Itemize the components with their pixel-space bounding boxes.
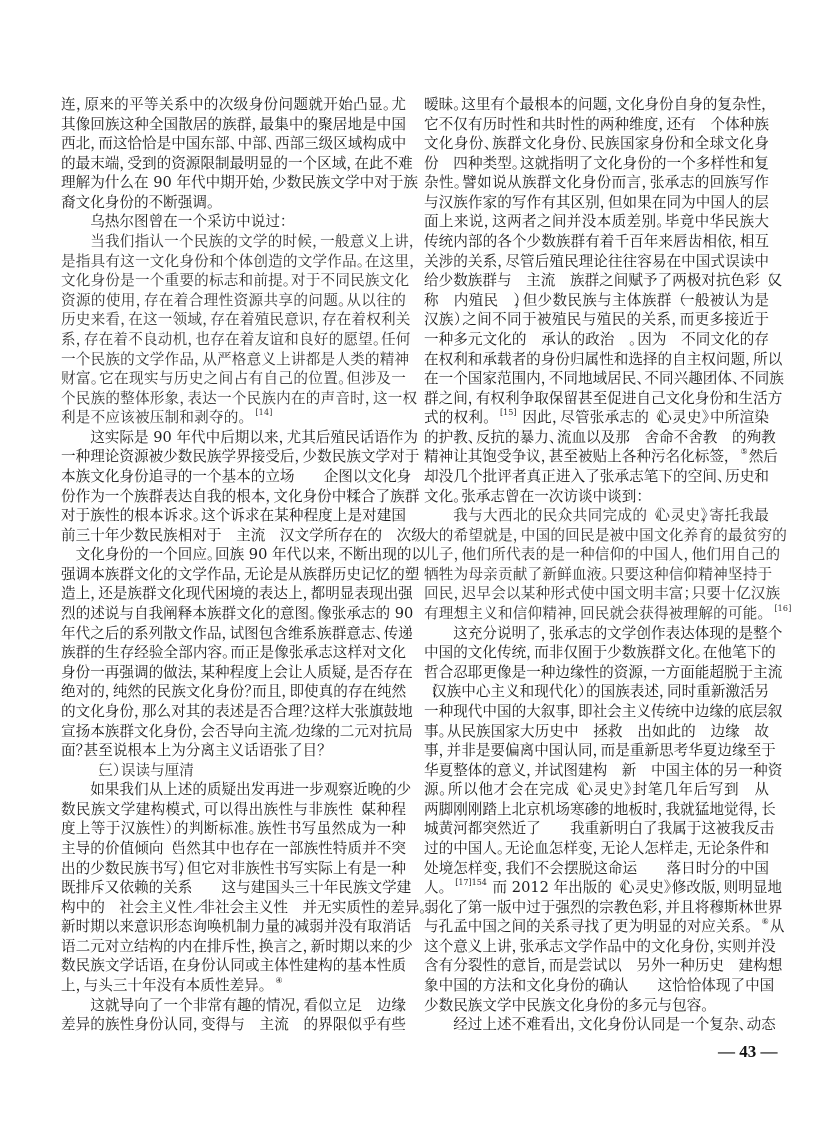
- quote-line: [61, 350, 410, 370]
- text-line: [424, 350, 783, 370]
- quote-line: [61, 389, 418, 409]
- line-text: 历史来看，在这一领域，存在着殖民意识，存在着权利关: [61, 311, 411, 329]
- text-line: [424, 408, 769, 428]
- text-line: [61, 956, 406, 976]
- text-line: [424, 193, 769, 213]
- quote-line: [61, 330, 411, 350]
- line-text: 弱化了第一版中过于强烈的宗教色彩，并且将穆斯林世界: [424, 898, 783, 916]
- footnote-reference: ⑤: [740, 447, 748, 457]
- line-text: 杂性。譬如说从族群文化身份而言，张承志的回族写作: [424, 174, 769, 192]
- line-text: 却没几个批评者真正进入了张承志笔下的空间、历史和: [424, 467, 769, 485]
- quote-line: [424, 526, 788, 546]
- text-line: [424, 859, 769, 879]
- line-text: 系，存在着不良动机，也存在着友谊和良好的愿望。任何: [61, 330, 411, 348]
- line-text: 哲合忍耶更像是一种边缘性的资源，一方面能超脱于主流: [424, 663, 783, 681]
- line-text: 一种理论资源被少数民族学界接受后，少数民族文学对于: [61, 448, 420, 466]
- text-line: [424, 741, 776, 761]
- line-text: 造上，还是族群文化现代困境的表达上，都明显表现出强: [61, 585, 413, 603]
- line-text: 汉族）之间不同于被殖民与殖民的关系，而更多接近于: [424, 311, 769, 329]
- text-line: [61, 996, 406, 1016]
- line-text: 少数民族文学中民族文化身份的多元与包容。: [424, 996, 716, 1014]
- line-text: 面？甚至说根本上为分离主义话语张了目？: [61, 742, 332, 760]
- line-text: 大的希望就是，中国的回民是被中国文化养育的最贫穷的: [424, 526, 788, 544]
- line-text: 牺牲为母亲贡献了新鲜血液。只要这种信仰精神坚持于: [424, 565, 773, 583]
- quote-line: [61, 408, 406, 428]
- text-line: [424, 232, 769, 252]
- line-text: 面上来说，这两者之间并没本质差别。毕竟中华民族大: [424, 213, 769, 231]
- footnote-reference: [15]: [500, 408, 517, 418]
- text-line: [61, 447, 420, 467]
- text-line: [61, 663, 413, 683]
- text-line: [424, 134, 769, 154]
- line-text: 然后: [748, 448, 778, 466]
- text-line: [61, 643, 406, 663]
- text-line: [424, 643, 776, 663]
- text-line: [61, 937, 413, 957]
- text-line: [61, 134, 406, 154]
- text-line: [61, 467, 412, 487]
- text-line: [424, 663, 783, 683]
- quote-line: [61, 232, 424, 252]
- text-line: [424, 428, 776, 448]
- text-line: [61, 702, 413, 722]
- quote-line: [61, 369, 406, 389]
- text-line: [424, 369, 784, 389]
- line-text: 文化身份的一个回应。回族 90 年代以来，不断出现的以: [61, 546, 427, 564]
- text-line: [424, 937, 776, 957]
- line-text: 事。从民族国家大历史中 拯救 出如此的 边缘 故: [424, 722, 769, 740]
- quote-line: [424, 604, 792, 624]
- text-line: [61, 526, 426, 546]
- text-line: [424, 761, 783, 781]
- text-line: [61, 487, 420, 507]
- line-text: 这就导向了一个非常有趣的情况，看似立足 边缘: [90, 996, 406, 1014]
- line-text: 文化身份是一个重要的标志和前提。对于不同民族文化: [61, 272, 410, 290]
- text-line: [61, 193, 406, 213]
- text-line: [424, 682, 769, 702]
- text-line: [61, 819, 406, 839]
- text-line: [61, 839, 406, 859]
- line-text: 乌热尔图曾在一个采访中说过：: [90, 213, 295, 231]
- line-text: 儿子，他们所代表的是一种信仰的中国人，他们用自己的: [424, 546, 781, 564]
- text-line: [61, 878, 412, 898]
- text-line: [424, 898, 783, 918]
- quote-line: [61, 291, 406, 311]
- quote-line: [424, 545, 781, 565]
- line-text: 出的少数民族书写），但它对非族性书写实际上有是一种: [61, 859, 406, 877]
- text-line: [61, 917, 412, 937]
- line-text: 因此，尽管张承志的《心灵史》中所渲染: [517, 409, 769, 427]
- text-line: [424, 330, 769, 350]
- text-line: [424, 917, 785, 937]
- left-column: [61, 95, 434, 1035]
- line-text: 西北，而这恰恰是中国东部、中部、西部三级区域构成中: [61, 135, 407, 153]
- text-line: [61, 545, 427, 565]
- text-line: [424, 252, 769, 272]
- section-heading: [61, 761, 406, 781]
- text-line: [424, 624, 783, 644]
- line-text: 对于族性的根本诉求。这个诉求在某种程度上是对建国: [61, 507, 406, 525]
- line-text: 这实际是 90 年代中后期以来，尤其后殖民话语作为: [90, 428, 418, 446]
- line-text: 绝对的，纯然的民族文化身份？而且，即使真的存在纯然: [61, 683, 407, 701]
- text-line: [61, 584, 413, 604]
- line-text: 烈的述说与自我阐释本族群文化的意图。像张承志的 90: [61, 605, 414, 623]
- text-line: [61, 800, 406, 820]
- line-text: 如果我们从上述的质疑出发再进一步观察近晚的少: [90, 781, 412, 799]
- footnote-reference: [16]: [774, 604, 792, 614]
- line-text: 裔文化身份的不断强调。: [61, 193, 222, 211]
- line-text: 族群的生存经验全部内容。而正是像张承志这样对文化: [61, 644, 406, 662]
- text-line: [424, 173, 769, 193]
- line-text: 象中国的方法和文化身份的确认 这恰恰体现了中国: [424, 977, 775, 995]
- line-text: 过的中国人。无论血怎样变，无论人怎样走，无论条件和: [424, 839, 770, 857]
- line-text: 前三十年少数民族相对于 主流 汉文学所存在的 次级: [61, 526, 426, 544]
- text-line: [61, 506, 406, 526]
- line-text: 利是不应该被压制和剥夺的。: [61, 409, 254, 427]
- line-text: 宣扬本族群文化身份，会否导向主流／边缘的二元对抗局: [61, 722, 413, 740]
- text-line: [424, 819, 775, 839]
- text-line: [61, 154, 413, 174]
- quote-line: [61, 310, 411, 330]
- line-text: 一种现代中国的大叙事，即社会主义传统中边缘的底层叙: [424, 702, 783, 720]
- line-text: 处境怎样变，我们不会摆脱这命运 落日时分的中国: [424, 859, 769, 877]
- text-line: [61, 741, 406, 761]
- line-text: 传统内部的各个少数族群有着千百年来唇齿相依，相互: [424, 233, 769, 251]
- line-text: 数民族文学话语，在身份认同或主体性建构的基本性质: [61, 957, 406, 975]
- line-text: 精神让其饱受争议，甚至被贴上各种污名化标签，: [424, 448, 739, 466]
- text-line: [424, 878, 783, 898]
- text-line: [424, 1015, 776, 1035]
- line-text: 度上等于汉族性）的判断标准。族性书写虽然成为一种: [61, 820, 406, 838]
- line-text: 华夏整体的意义，并试图建构 新 中国主体的另一种资: [424, 761, 783, 779]
- page-number: — 43 —: [718, 1042, 778, 1061]
- line-text: （三）误读与厘清: [90, 761, 194, 779]
- line-text: 身份一再强调的做法，某种程度上会让人质疑，是否存在: [61, 663, 413, 681]
- text-line: [61, 95, 406, 115]
- text-line: [61, 859, 406, 879]
- line-text: 与汉族作家的写作有其区别，但如果在同为中国人的层: [424, 193, 769, 211]
- line-text: 资源的使用，存在着合理性资源共享的问题。从以往的: [61, 291, 406, 309]
- text-line: [424, 487, 769, 507]
- footnote-reference: ④: [275, 976, 283, 986]
- line-text: 这充分说明了，张承志的文学创作表达体现的是整个: [453, 624, 783, 642]
- text-line: [424, 839, 769, 859]
- line-text: 而 2012 年出版的《心灵史》修改版，则明显地: [487, 879, 783, 897]
- line-text: 中国的文化传统，而非仅囿于少数族群文化。在他笔下的: [424, 644, 776, 662]
- line-text: 有理想主义和信仰精神，回民就会获得被理解的可能。: [424, 605, 773, 623]
- line-text: 数民族文学建构模式，可以得出族性与非族性（某种程: [61, 800, 406, 818]
- line-text: 新时期以来意识形态询唤机制力量的减弱并没有取消话: [61, 918, 412, 936]
- line-text: 连，原来的平等关系中的次级身份问题就开始凸显。尤: [61, 96, 406, 113]
- text-line: [424, 389, 783, 409]
- quote-line: [424, 584, 781, 604]
- line-text: 这个意义上讲，张承志文学作品中的文化身份，实则并没: [424, 937, 776, 955]
- line-text: 语二元对立结构的内在排斥性，换言之，新时期以来的少: [61, 937, 413, 955]
- text-line: [424, 996, 769, 1016]
- line-text: 两脚刚刚踏上北京机场寒碜的地板时，我就猛地觉得，长: [424, 800, 776, 818]
- line-text: 人。: [424, 879, 454, 897]
- text-line: [61, 1015, 406, 1035]
- text-line: [424, 212, 769, 232]
- line-text: 理解为什么在 90 年代中期开始，少数民族文学中对于族: [61, 174, 418, 192]
- line-text: 回民，迟早会以某种形式使中国文明丰富；只要十亿汉族: [424, 585, 781, 603]
- line-text: 式的权利。: [424, 409, 499, 427]
- line-text: 关涉的关系，尽管后殖民理论往往容易在中国式误读中: [424, 252, 769, 270]
- text-line: [424, 291, 769, 311]
- footnote-reference: [17]154: [455, 878, 487, 888]
- line-text: 其像回族这种全国散居的族群，最集中的聚居地是中国: [61, 115, 406, 133]
- text-line: [61, 173, 418, 193]
- text-line: [424, 976, 775, 996]
- line-text: 的文化身份，那么对其的表述是否合理？这样大张旗鼓地: [61, 702, 413, 720]
- line-text: 事，并非是要偏离中国认同，而是重新思考华夏边缘至于: [424, 742, 776, 760]
- line-text: 年代之后的系列散文作品，试图包含维系族群意志、传递: [61, 624, 413, 642]
- text-line: [61, 682, 406, 702]
- line-text: 我与大西北的民众共同完成的《心灵史》，寄托我最: [453, 507, 769, 525]
- line-text: 当我们指认一个民族的文学的时候，一般意义上讲，: [90, 233, 424, 251]
- text-line: [424, 467, 769, 487]
- text-line: [424, 310, 769, 330]
- line-text: 暧昧。这里有个最根本的问题，文化身份自身的复杂性，: [424, 96, 776, 113]
- quote-line: [424, 506, 769, 526]
- text-line: [61, 722, 413, 742]
- text-line: [61, 604, 414, 624]
- quote-line: [61, 271, 410, 291]
- line-text: 上，与头三十年没有本质性差异。: [61, 977, 274, 995]
- line-text: 既排斥又依赖的关系 这与建国头三十年民族文学建: [61, 879, 412, 897]
- text-line: [424, 95, 776, 115]
- text-line: [61, 780, 412, 800]
- text-line: [61, 428, 418, 448]
- line-text: 强调本族群文化的文学作品，无论是从族群历史记忆的塑: [61, 565, 420, 583]
- line-text: 份作为一个族群表达自我的根本，文化身份中糅合了族群: [61, 487, 420, 505]
- right-column: [424, 95, 792, 1035]
- line-text: 是指具有这一文化身份和个体创造的文学作品。在这里，: [61, 252, 425, 270]
- text-line: [61, 565, 420, 585]
- text-line: [424, 956, 783, 976]
- footnote-reference: [14]: [255, 408, 273, 418]
- line-text: 本族文化身份追寻的一个基本的立场 企图以文化身: [61, 467, 412, 485]
- text-line: [424, 115, 769, 135]
- line-text: 给少数族群与 主流 族群之间赋予了两极对抗色彩（又: [424, 272, 783, 290]
- line-text: 含有分裂性的意旨，而是尝试以 另外一种历史 建构想: [424, 957, 783, 975]
- line-text: 个民族的整体形象，表达一个民族内在的声音时，这一权: [61, 389, 418, 407]
- text-line: [424, 722, 769, 742]
- line-text: 文化身份、族群文化身份、民族国家身份和全球文化身: [424, 135, 769, 153]
- line-text: 份 四种类型。这就指明了文化身份的一个多样性和复: [424, 154, 769, 172]
- text-line: [61, 115, 406, 135]
- quote-line: [61, 252, 425, 272]
- line-text: （汉族中心主义和现代化）的国族表述，同时重新激活另: [424, 683, 770, 701]
- text-line: [424, 800, 776, 820]
- text-line: [424, 702, 783, 722]
- line-text: 它不仅有历时性和共时性的两种维度，还有 个体种族: [424, 115, 769, 133]
- text-line: [61, 624, 413, 644]
- line-text: 从: [769, 918, 785, 936]
- line-text: 的最末端，受到的资源限制最明显的一个区域，在此不难: [61, 154, 413, 172]
- line-text: 主导的价值倾向（当然其中也存在一部族性特质并不突: [61, 839, 406, 857]
- line-text: 的护教、反抗的暴力、流血以及那 舍命不舍教 的殉教: [424, 428, 776, 446]
- text-line: [61, 898, 434, 918]
- footnote-reference: ⑥: [761, 917, 769, 927]
- text-line: [61, 212, 406, 232]
- text-line: [424, 780, 769, 800]
- line-text: 财富。它在现实与历史之间占有自己的位置。但涉及一: [61, 370, 407, 388]
- line-text: 一个民族的文学作品，从严格意义上讲都是人类的精神: [61, 350, 410, 368]
- line-text: 一种多元文化的 承认的政治 。因为 不同文化的存: [424, 330, 769, 348]
- line-text: 差异的族性身份认同，变得与 主流 的界限似乎有些: [61, 1016, 406, 1034]
- text-line: [424, 154, 769, 174]
- line-text: 群之间，有权利争取保留甚至促进自己文化身份和生活方: [424, 389, 783, 407]
- line-text: 在一个国家范围内，不同地域居民、不同兴趣团体、不同族: [424, 370, 784, 388]
- quote-line: [424, 565, 773, 585]
- line-text: 源。所以他才会在完成《心灵史》封笔几年后写到 从: [424, 781, 769, 799]
- line-text: 文化。张承志曾在一次访谈中谈到：: [424, 487, 651, 505]
- line-text: 城黄河都突然近了 我重新明白了我属于这被我反击: [424, 820, 775, 838]
- line-text: 与孔孟中国之间的关系寻找了更为明显的对应关系。: [424, 918, 760, 936]
- text-line: [424, 271, 783, 291]
- line-text: 经过上述不难看出，文化身份认同是一个复杂、动态: [453, 1016, 776, 1034]
- line-text: 称 内殖民 ），但少数民族与主体族群（一般被认为是: [424, 291, 769, 309]
- text-line: [424, 447, 778, 467]
- text-line: [61, 976, 406, 996]
- line-text: 构中的 社会主义性／非社会主义性 并无实质性的差异。: [61, 898, 434, 916]
- line-text: 在权利和承载者的身份归属性和选择的自主权问题，所以: [424, 350, 783, 368]
